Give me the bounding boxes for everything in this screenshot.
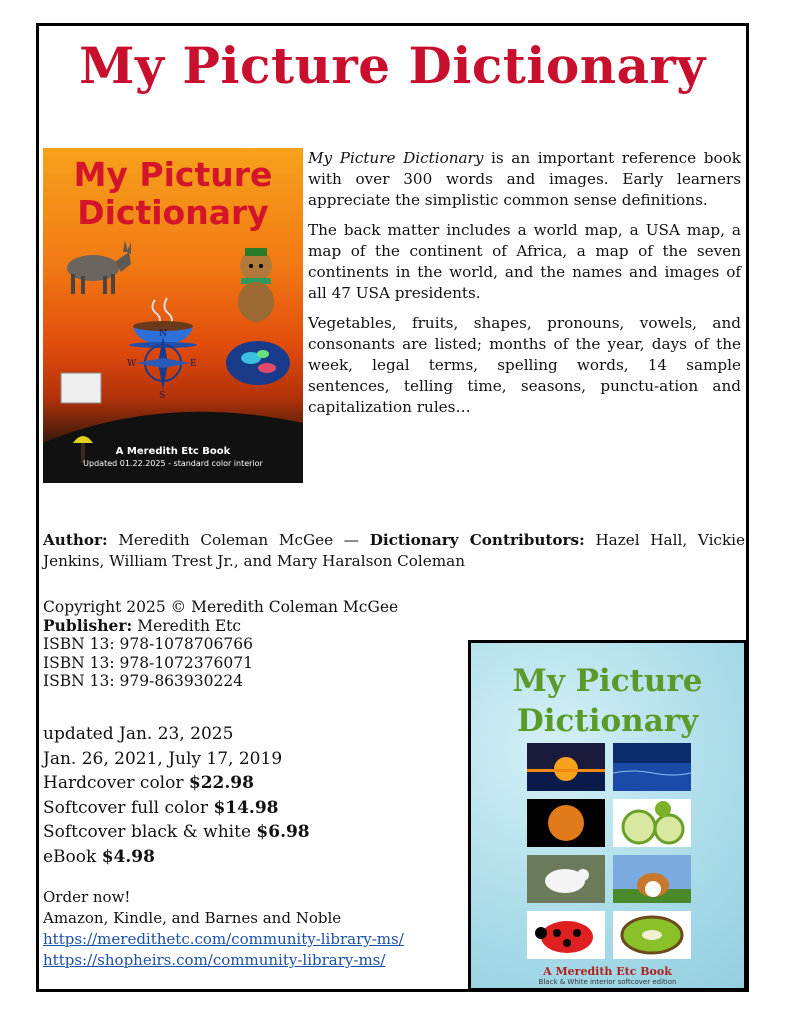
svg-text:S: S — [159, 391, 166, 401]
order-section — [43, 887, 463, 971]
sunset-photo-icon — [527, 743, 605, 791]
limes-photo-icon — [613, 799, 691, 847]
softcover-bw-price-line: Softcover black & white $6.98 — [43, 822, 310, 842]
isbn-line: ISBN 13: 978-1072376071 — [43, 653, 253, 672]
bw-cover-image — [468, 640, 747, 991]
dog-photo-icon — [613, 855, 691, 903]
description-paragraph-1: My Picture Dictionary is an important reference book with over 300 words and images. Early learners appreciate the simplistic common sense definitions. — [308, 149, 741, 209]
previous-dates: Jan. 26, 2021, July 17, 2019 — [43, 748, 283, 769]
shopheirs-link[interactable]: https://shopheirs.com/community-library-ms/ — [43, 951, 386, 969]
bw-cover-title: My Picture Dictionary — [512, 663, 703, 739]
isbn-line: ISBN 13: 978-1078706766 — [43, 635, 253, 653]
dove-photo-icon — [527, 855, 605, 903]
bw-cover-publisher: A Meredith Etc Book — [543, 965, 672, 978]
store-list: Amazon, Kindle, and Barnes and Noble — [43, 909, 342, 927]
ocean-photo-icon — [613, 743, 691, 791]
bw-cover-edition: Black & White interior softcover edition — [538, 978, 677, 986]
isbn-line: ISBN 13: 979-863930224 — [43, 672, 244, 690]
description-paragraph-2: The back matter includes a world map, a USA map, a map of the continent of Africa, a map of the seven continents in the world, and the names and images of all 47 USA presidents. — [308, 221, 741, 302]
editions-list — [43, 722, 463, 869]
book-description — [308, 148, 741, 427]
publisher-line: Publisher: Meredith Etc — [43, 615, 242, 635]
svg-text:N: N — [159, 329, 167, 339]
color-cover-image — [43, 148, 303, 481]
copyright-line: Copyright 2025 © Meredith Coleman McGee — [43, 598, 399, 616]
page-title: My Picture Dictionary — [79, 36, 706, 95]
svg-text:W: W — [127, 359, 137, 369]
updated-date: updated Jan. 23, 2025 — [43, 724, 234, 744]
color-cover-publisher: A Meredith Etc Book — [115, 446, 231, 457]
color-cover-update: Updated 01.22.2025 - standard color interior — [83, 459, 263, 468]
order-heading: Order now! — [43, 888, 131, 906]
ebook-price-line: eBook $4.98 — [43, 846, 155, 867]
moon-photo-icon — [527, 799, 605, 847]
meredithetc-link[interactable]: https://meredithetc.com/community-library-ms/ — [43, 930, 404, 948]
ladybug-photo-icon — [527, 911, 605, 959]
svg-text:E: E — [190, 359, 197, 369]
kiwi-photo-icon — [613, 911, 691, 959]
description-paragraph-3: Vegetables, fruits, shapes, pronouns, vowels, and consonants are listed; months of the year, days of the week, legal terms, spelling words, 14 sample sentences, telling time, seasons, punctu-ation and capitalization rules… — [308, 314, 741, 416]
publication-info — [43, 598, 463, 691]
bear-icon — [221, 244, 291, 324]
softcover-color-price-line: Softcover full color $14.98 — [43, 797, 279, 818]
hardcover-price-line: Hardcover color $22.98 — [43, 773, 254, 793]
color-cover-title: My Picture Dictionary — [73, 155, 273, 232]
author-credits: Author: Meredith Coleman McGee — Dictionary Contributors: Hazel Hall, Vickie Jenkins, William Trest Jr., and Mary Haralson Coleman — [43, 531, 745, 570]
donkey-icon — [53, 238, 133, 298]
